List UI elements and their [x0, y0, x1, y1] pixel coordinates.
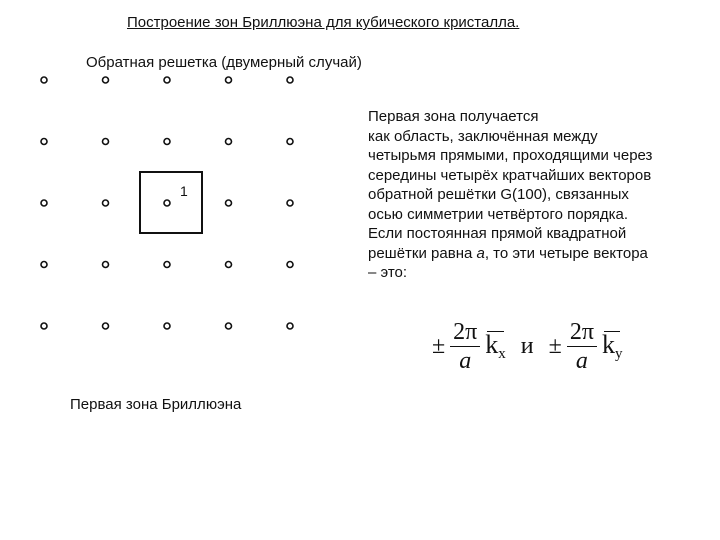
- lattice-point: [287, 200, 293, 206]
- vector-kx: $k_x$: [485, 330, 506, 362]
- description-line: Если постоянная прямой квадратной: [368, 225, 627, 242]
- conjunction-and: и: [520, 333, 534, 359]
- description-text: [368, 107, 713, 283]
- description-line: Первая зона получается: [368, 108, 539, 125]
- slide-title: Построение зон Бриллюэна для кубического кристалла.: [127, 14, 520, 31]
- lattice-point: [103, 323, 109, 329]
- lattice-point: [164, 77, 170, 83]
- lattice-point: [226, 200, 232, 206]
- fraction-2pi-over-a: $\frac{2\pi}{a}$: [450, 318, 480, 375]
- description-line: четырьмя прямыми, проходящими через: [368, 147, 653, 164]
- description-line: осью симметрии четвёртого порядка.: [368, 205, 629, 223]
- lattice-point: [287, 262, 293, 268]
- lattice-point: [226, 77, 232, 83]
- fraction-2pi-over-a: $\frac{2\pi}{a}$: [567, 318, 597, 375]
- vector-ky: $k_y$: [601, 330, 623, 362]
- lattice-subtitle: Обратная решетка (двумерный случай): [86, 54, 362, 71]
- lattice-point: [103, 77, 109, 83]
- description-line: – это:: [368, 264, 408, 281]
- lattice-point: [226, 323, 232, 329]
- description-line: обратной решётки G(100), связанных: [368, 186, 629, 203]
- lattice-point: [41, 77, 47, 83]
- lattice-point: [103, 262, 109, 268]
- lattice-point: [41, 200, 47, 206]
- lattice-point: [41, 262, 47, 268]
- description-line: как область, заключённая между: [368, 127, 598, 145]
- lattice-point: [226, 262, 232, 268]
- lattice-point: [103, 200, 109, 206]
- lattice-point: [226, 139, 232, 145]
- zone-caption: Первая зона Бриллюэна: [70, 396, 242, 413]
- reciprocal-lattice-diagram: [0, 0, 360, 360]
- lattice-point: [287, 323, 293, 329]
- lattice-point: [164, 200, 170, 206]
- first-brillouin-zone-square: [140, 172, 202, 233]
- lattice-point: [41, 323, 47, 329]
- vector-formula: [432, 318, 622, 375]
- lattice-point: [164, 139, 170, 145]
- zone-number-label: 1: [180, 183, 188, 199]
- description-line: середины четырёх кратчайших векторов: [368, 166, 652, 184]
- lattice-point: [103, 139, 109, 145]
- lattice-point: [164, 262, 170, 268]
- plus-minus-sign: ±: [432, 333, 446, 359]
- lattice-point: [164, 323, 170, 329]
- lattice-point: [287, 77, 293, 83]
- lattice-constant-symbol: a: [476, 244, 485, 262]
- lattice-point: [41, 139, 47, 145]
- plus-minus-sign: ±: [548, 333, 562, 359]
- lattice-point: [287, 139, 293, 145]
- description-line: решётки равна a, то эти четыре вектора: [368, 244, 648, 262]
